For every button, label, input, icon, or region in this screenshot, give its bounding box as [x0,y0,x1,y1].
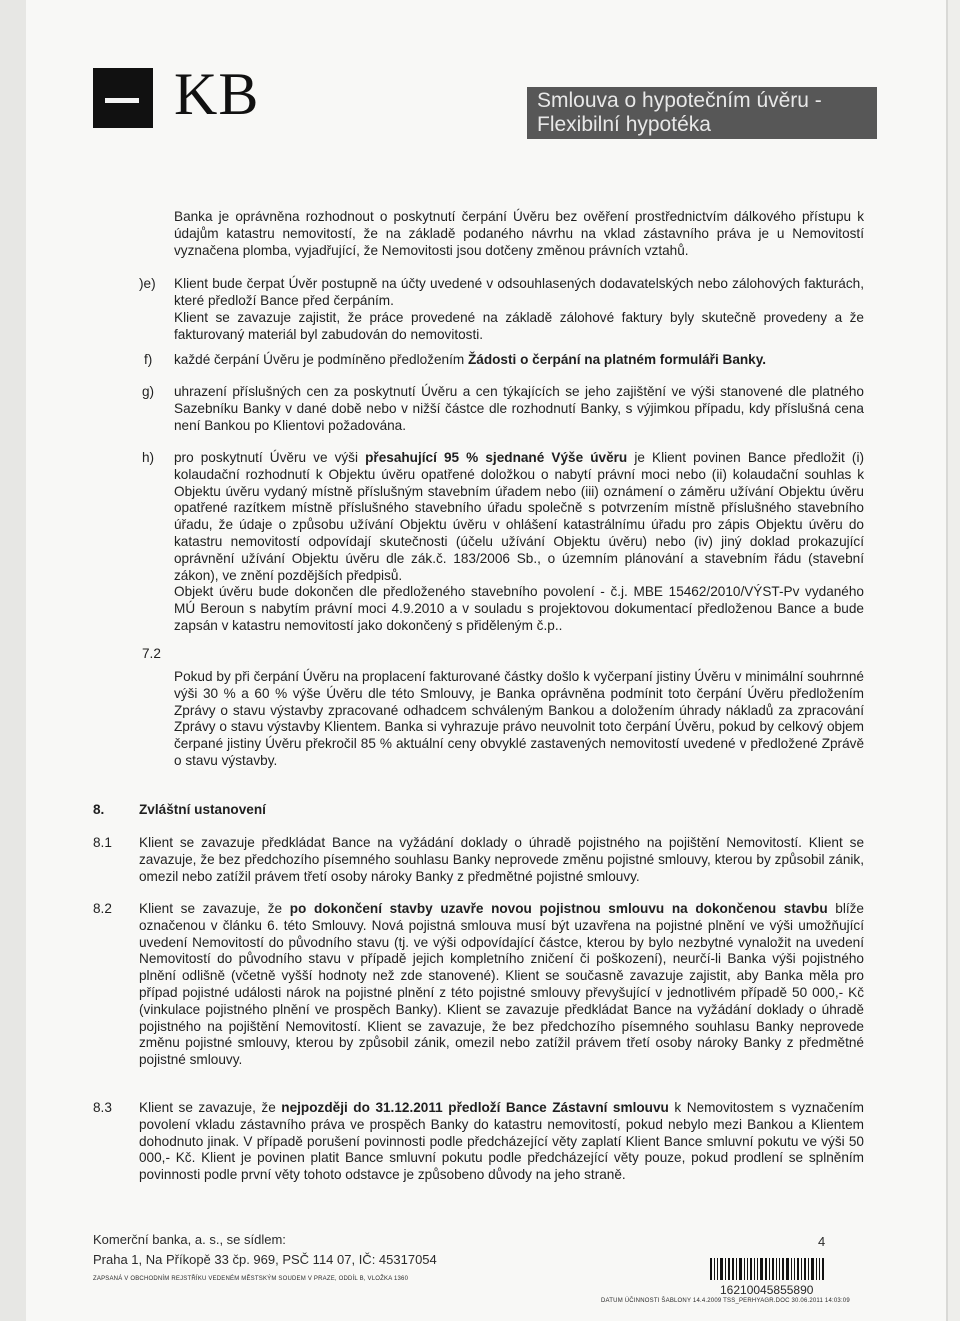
section-8-2-text [139,901,864,1069]
footer-address: Praha 1, Na Příkopě 33 čp. 969, PSČ 114 07, IČ: 45317054 [93,1252,437,1267]
paragraph-7e1: Klient bude čerpat Úvěr postupně na účty uvedené v odsouhlasených dodavatelských nebo zálohových fakturách, které předloží Bance před čerpáním. [174,276,864,308]
label-7e: )e) [139,276,156,291]
paragraph-7h [174,450,864,584]
logo-text: KB [174,61,260,127]
paragraph-7-2: Pokud by při čerpání Úvěru na proplacení fakturované částky došlo k vyčerpaní jistiny Úvěru v minimální souhrnné výši 30 % a 60 % výše Úvěru dle této Smlouvy, je Banka oprávněna podmínit toto čerpání Úvěru předložením Zprávy o stavu výstavby zpracované odhadcem schváleným Bankou a doložením úhrady nákladů za zpracování Zprávy o stavu výstavby Klientem. Banka si vyhrazuje právo neuvolnit toto čerpání Úvěru, pokud by celkový objem čerpané jistiny Úvěru překročil 85 % aktuální ceny obvyklé zastavených nemovitostí uvedené v předložené Zprávě o stavu výstavby. [174,669,864,768]
label-7f: f) [144,352,153,367]
paragraph-7h-bold: přesahující 95 % sjednané Výše úvěru [365,450,628,465]
section-8-2-text-b: blíže označenou v článku 6. této Smlouvy. Nová pojistná smlouva musí být uzavřena na pojistné plnění ve výši umožňující uvedení Nemovitostí do původního stavu (tj. ve výši odpovídající částce, kterou by bylo nezbytné vynaložit na uvedení Nemovitostí do původního stavu v případě jejich kompletního zničení či poškození), neurčí-li Banka výši pojistného plnění odlišně (včetně vyšší hodnoty než zde stanovené). Klient se současně zavazuje zajistit, aby Banka měla pro případ pojistné události nárok na pojistné plnění z této pojistné smlouvy převyšující v jednotlivém případě 50 000,- Kč (vinkulace pojistného plnění ve prospěch Banky). Klient se zavazuje předkládat Bance na vyžádání doklady o úhradě pojistného na pojištění Nemovitostí. Klient se zavazuje, že bez předchozího písemného souhlasu Banky neprovede změnu pojistné smlouvy, kterou by způsobil zánik, omezil nebo zatížil právem třetí osoby nároky Banky z předmětné pojistné smlouvy. [139,901,864,1068]
paragraph-7f-bold: Žádosti o čerpání na platném formuláři Banky. [467,352,767,367]
section-8-1-text: Klient se zavazuje předkládat Bance na vyžádání doklady o úhradě pojistného na pojištění Nemovitostí. Klient se zavazuje, že bez předchozího písemného souhlasu Banky neprovede změnu pojistné smlouvy, kterou by způsobil zánik, omezil nebo zatížil právem třetí osoby nároky Banky z předmětné pojistné smlouvy. [139,835,864,884]
footer-registry: ZAPSANÁ V OBCHODNÍM REJSTŘÍKU VEDENÉM MĚSTSKÝM SOUDEM V PRAZE, ODDÍL B, VLOŽKA 1360 [93,1276,409,1282]
paragraph-7f [174,352,864,369]
barcode-number: 16210045855890 [720,1283,814,1297]
section-8-3-text-a: Klient se zavazuje, že [139,1100,282,1115]
section-8-1-number: 8.1 [93,835,112,850]
section-8-number: 8. [93,802,105,817]
footer-company: Komerční banka, a. s., se sídlem: [93,1232,286,1247]
document-title-line2: Flexibilní hypotéka [537,113,711,136]
label-7h: h) [142,450,155,465]
paragraph-7f-text: každé čerpání Úvěru je podmíněno předložením [174,352,468,367]
label-7-2: 7.2 [142,646,161,661]
section-8-3-bold: nejpozději do 31.12.2011 předloží Bance Zástavní smlouvu [281,1100,669,1115]
paragraph-7e2: Klient se zavazuje zajistit, že práce provedené na základě zálohové faktury byly skutečně provedeny a že fakturovaný materiál byl zabudován do nemovitosti. [174,310,864,342]
label-7g: g) [142,384,155,399]
section-8-2-bold: po dokončení stavby uzavře novou pojistnou smlouvu na dokončenou stavbu [289,901,828,916]
paragraph-7h-text-b: je Klient povinen Bance předložit (i) kolaudační rozhodnutí k Objektu úvěru opatřené doložkou o nabytí právní moci nebo (ii) kolaudační souhlas k Objektu úvěru vydaný místně příslušným stavebním úřadem nebo (iii) oznámení o záměru užívání Objektu úvěru opatřené razítkem místně příslušného stavebního úřadu společně s potvrzením místně příslušného stavebního úřadu, že údaje o způsobu užívání Objektu úvěru v ohlášení katastrálnímu úřadu pro zápis Objektu úvěru do katastru nemovitostí odpovídají skutečnosti (účelu užívání Objektu úvěru) nebo (iv) jiný doklad prokazující oprávnění užívání Objektu úvěru dle zák.č. 183/2006 Sb., o územním plánování a stavebním řádu (stavební zákon), ve znění pozdějších předpisů. [174,450,864,583]
section-8-2-text-a: Klient se zavazuje, že [139,901,290,916]
template-info: DATUM ÚČINNOSTI ŠABLONY 14.4.2009 TSS_PERHYAGR.DOC 30.06.2011 14:03:09 [601,1298,850,1304]
page-number: 4 [818,1234,826,1249]
page-left-edge [0,0,26,1321]
paragraph-7h-object: Objekt úvěru bude dokončen dle předloženého stavebního povolení - č.j. MBE 15462/2010/VÝST-Pv vydaného MÚ Beroun s nabytím právní moci 4.9.2010 a v souladu s projektovou dokumentací předloženou Bance a bude zapsán v katastru nemovitostí jako dokončený s přiděleným č.p.. [174,584,864,633]
document-title-line1: Smlouva o hypotečním úvěru - [537,89,822,112]
paragraph-7d: Banka je oprávněna rozhodnout o poskytnutí čerpání Úvěru bez ověření prostřednictvím dálkového přístupu k údajům katastru nemovitostí, že na základě podaného návrhu na vklad zástavního práva je u Nemovitostí vyznačena plomba, vyjadřující, že Nemovitosti jsou dotčeny změnou právních vztahů. [174,209,864,258]
section-8-3-number: 8.3 [93,1100,112,1115]
section-8-heading: Zvláštní ustanovení [139,802,266,817]
section-8-3-text [139,1100,864,1184]
barcode-icon [710,1258,834,1280]
section-8-3-text-b: k Nemovitostem s vyznačením povolení vkladu zástavního práva ve prospěch Banky do katastru nemovitostí, pokud nebylo mezi Bankou a Klientem dohodnuto jinak. V případě porušení povinnosti podle předcházející věty zaplatí Klient Bance smluvní pokutu ve výši 50 000,- Kč. Klient je povinen platit Bance smluvní pokutu podle předcházející věty pouze, pokud prodlení se splněním povinnosti podle první věty tohoto odstavce je způsobeno důvody na jeho straně. [139,1100,864,1183]
document-title-box [527,87,877,139]
section-8-2-number: 8.2 [93,901,112,916]
paragraph-7g: uhrazení příslušných cen za poskytnutí Úvěru a cen týkajících se jeho zajištění ve výši stanovené dle platného Sazebníku Banky v dané době nebo v nižší částce dle rozhodnutí Banky, s výjimkou případu, kdy příslušná cena není Bankou po Klientovi požadována. [174,384,864,433]
page-right-edge [948,0,960,1321]
kb-logo-icon [93,68,153,128]
paragraph-7h-text-a: pro poskytnutí Úvěru ve výši [174,450,366,465]
